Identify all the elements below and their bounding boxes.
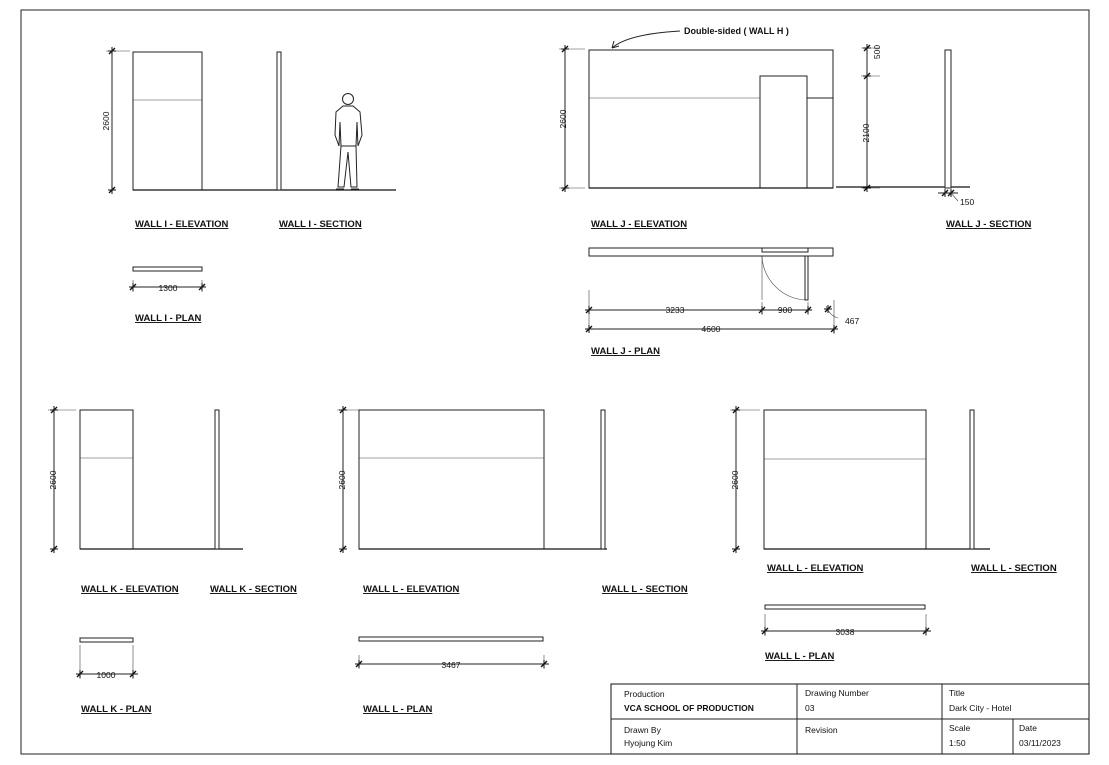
wall-l1-plan-label: WALL L - PLAN [363,704,433,715]
wall-k-height-dim: 2600 [48,470,58,490]
wall-j-plan-depth-dim: 467 [845,316,860,326]
revision-label: Revision [805,725,838,735]
wall-l2-plan [765,605,925,609]
wall-j-group [558,26,1031,357]
wall-j-plan-door-dim: 900 [777,305,793,315]
wall-l1-width-dim: 3467 [441,660,461,670]
wall-k-elevation-label: WALL K - ELEVATION [81,584,179,595]
wall-i-elevation-label: WALL I - ELEVATION [135,219,229,230]
wall-l1-height-dim: 2600 [337,470,347,490]
wall-j-door-height-dim: 2100 [861,123,871,143]
wall-j-top-dim: 500 [872,44,882,60]
wall-l2-section [970,410,974,549]
wall-i-height-dim: 2600 [101,111,111,131]
wall-l2-section-label: WALL L - SECTION [971,563,1057,574]
wall-l2-elevation-label: WALL L - ELEVATION [767,563,864,574]
wall-l1-group [337,406,688,715]
wall-l1-section-label: WALL L - SECTION [602,584,688,595]
drawing-number-label: Drawing Number [805,688,869,698]
wall-k-plan [80,638,133,642]
date-label: Date [1019,723,1037,733]
wall-j-elevation-label: WALL J - ELEVATION [591,219,688,230]
wall-l1-plan [359,637,543,641]
wall-l2-group [730,406,1057,662]
wall-l1-section [601,410,605,549]
wall-k-group [48,406,297,715]
drawn-by-label: Drawn By [624,725,661,735]
wall-i-section [277,52,281,190]
date-value: 03/11/2023 [1019,738,1061,748]
wall-i-group [101,47,396,324]
wall-k-elevation [80,410,133,549]
scale-value: 1:50 [949,738,966,748]
wall-l1-elevation [359,410,544,549]
wall-k-width-dim: 1000 [96,670,116,680]
wall-j-plan-label: WALL J - PLAN [591,346,660,357]
wall-j-door [760,76,807,188]
wall-l1-elevation-label: WALL L - ELEVATION [363,584,460,595]
wall-j-door-leaf [805,256,808,300]
wall-l2-elevation [764,410,926,549]
wall-j-plan-total-dim: 4600 [701,324,721,334]
drawing-number-value: 03 [805,703,815,713]
person-figure [335,94,362,190]
wall-j-thickness-dim: 150 [960,197,975,207]
wall-k-section-label: WALL K - SECTION [210,584,297,595]
wall-j-section [945,50,951,188]
wall-i-plan [133,267,202,271]
wall-j-section-label: WALL J - SECTION [946,219,1032,230]
wall-i-width-dim: 1300 [158,283,178,293]
wall-l2-width-dim: 3038 [835,627,855,637]
title-label: Title [949,688,965,698]
wall-i-section-label: WALL I - SECTION [279,219,362,230]
wall-k-section [215,410,219,549]
double-sided-leader [612,31,680,48]
wall-j-plan-a-dim: 3233 [665,305,685,315]
drawn-by-value: Hyojung Kim [624,738,673,748]
scale-label: Scale [949,723,971,733]
wall-k-plan-label: WALL K - PLAN [81,704,152,715]
wall-l2-plan-label: WALL L - PLAN [765,651,835,662]
double-sided-note: Double-sided ( WALL H ) [684,26,789,36]
production-label: Production [624,689,665,699]
wall-l2-height-dim: 2600 [730,470,740,490]
production-value: VCA SCHOOL OF PRODUCTION [624,703,754,713]
title-block [611,684,1089,754]
wall-j-height-dim: 2600 [558,109,568,129]
wall-j-side-panel [807,98,833,188]
wall-i-elevation [133,52,202,190]
wall-i-plan-label: WALL I - PLAN [135,313,202,324]
title-value: Dark City - Hotel [949,703,1012,713]
